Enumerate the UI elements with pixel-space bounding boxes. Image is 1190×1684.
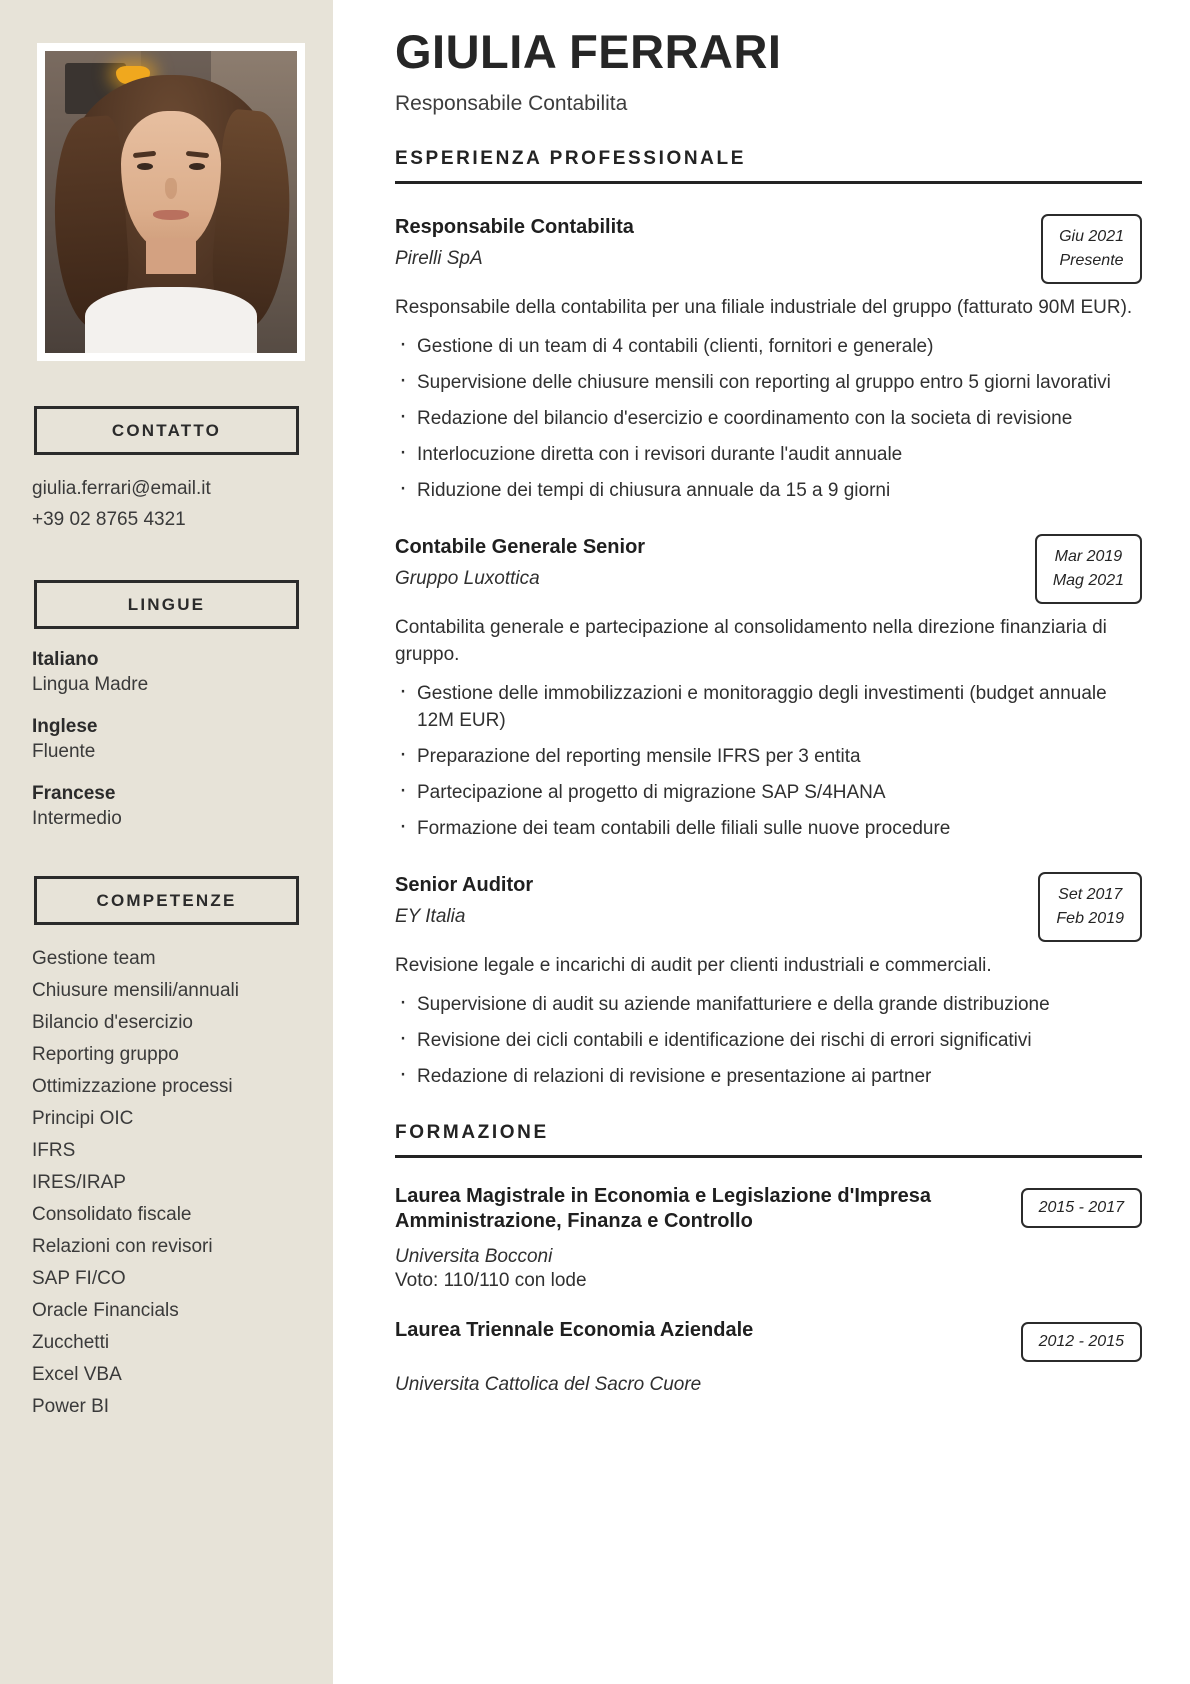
list-item: · Revisione dei cicli contabili e identificazione dei rischi di errori significativi — [395, 1027, 1142, 1054]
skills-list — [32, 943, 301, 1423]
experience-date-badge — [1038, 872, 1142, 942]
list-item: · Redazione di relazioni di revisione e presentazione ai partner — [395, 1063, 1142, 1090]
language-level: Intermedio — [32, 808, 122, 829]
language-name: Italiano — [32, 649, 99, 670]
experience-description: Responsabile della contabilita per una filiale industriale del gruppo (fatturato 90M EUR). — [395, 297, 1133, 318]
education-school: Universita Cattolica del Sacro Cuore — [395, 1374, 702, 1395]
list-item: IFRS — [32, 1140, 76, 1161]
list-item: SAP FI/CO — [32, 1268, 126, 1289]
experience-description: Contabilita generale e partecipazione al consolidamento nella direzione finanziaria di gruppo. — [395, 617, 1107, 665]
experience-heading: ESPERIENZA PROFESSIONALE — [395, 148, 1142, 184]
list-item: Gestione team — [32, 948, 156, 969]
list-item: Bilancio d'esercizio — [32, 1012, 193, 1033]
education-entry — [395, 1318, 1142, 1396]
date-end: Feb 2019 — [1056, 910, 1124, 927]
experience-date-badge — [1035, 534, 1142, 604]
main-content — [333, 0, 1190, 1684]
header-job-title: Responsabile Contabilita — [395, 92, 628, 115]
experience-entry — [395, 534, 1142, 842]
languages-heading: LINGUE — [34, 580, 299, 629]
skills-heading: COMPETENZE — [34, 876, 299, 925]
sidebar — [0, 0, 333, 1684]
list-item: · Gestione delle immobilizzazioni e monitoraggio degli investimenti (budget annuale 12M EUR) — [395, 680, 1142, 734]
experience-entry — [395, 214, 1142, 504]
education-date-badge: 2012 - 2015 — [1021, 1322, 1142, 1362]
education-title: Laurea Magistrale in Economia e Legislazione d'Impresa Amministrazione, Finanza e Controllo — [395, 1185, 932, 1232]
list-item: · Supervisione di audit su aziende manifatturiere e della grande distribuzione — [395, 991, 1142, 1018]
education-entry — [395, 1184, 1142, 1292]
date-end: Presente — [1059, 252, 1124, 269]
list-item: Reporting gruppo — [32, 1044, 179, 1065]
language-name: Francese — [32, 783, 116, 804]
list-item: Excel VBA — [32, 1364, 122, 1385]
list-item — [32, 781, 301, 831]
list-item: Ottimizzazione processi — [32, 1076, 233, 1097]
photo-frame — [37, 43, 305, 361]
experience-title: Responsabile Contabilita — [395, 216, 634, 238]
list-item: · Redazione del bilancio d'esercizio e coordinamento con la societa di revisione — [395, 405, 1142, 432]
date-start: Set 2017 — [1058, 886, 1123, 903]
list-item: · Formazione dei team contabili delle filiali sulle nuove procedure — [395, 815, 1142, 842]
experience-org: Gruppo Luxottica — [395, 568, 540, 589]
education-title: Laurea Triennale Economia Aziendale — [395, 1319, 754, 1341]
date-start: Mar 2019 — [1054, 548, 1123, 565]
list-item: Consolidato fiscale — [32, 1204, 192, 1225]
language-name: Inglese — [32, 716, 98, 737]
list-item — [32, 647, 301, 697]
experience-bullets — [395, 991, 1142, 1090]
education-date-badge: 2015 - 2017 — [1021, 1188, 1142, 1228]
languages-list — [32, 647, 301, 831]
experience-bullets — [395, 333, 1142, 504]
list-item: · Interlocuzione diretta con i revisori durante l'audit annuale — [395, 441, 1142, 468]
list-item: Principi OIC — [32, 1108, 134, 1129]
list-item: Oracle Financials — [32, 1300, 179, 1321]
list-item: IRES/IRAP — [32, 1172, 126, 1193]
experience-date-badge — [1041, 214, 1142, 284]
list-item: · Riduzione dei tempi di chiusura annuale da 15 a 9 giorni — [395, 477, 1142, 504]
list-item: · Partecipazione al progetto di migrazione SAP S/4HANA — [395, 779, 1142, 806]
contact-heading: CONTATTO — [34, 406, 299, 455]
list-item — [32, 714, 301, 764]
experience-description: Revisione legale e incarichi di audit per clienti industriali e commerciali. — [395, 955, 992, 976]
contact-phone: +39 02 8765 4321 — [32, 509, 186, 530]
experience-org: Pirelli SpA — [395, 248, 483, 269]
date-end: Mag 2021 — [1052, 572, 1124, 589]
education-grade: Voto: 110/110 con lode — [395, 1270, 587, 1291]
portrait-photo — [45, 51, 297, 353]
experience-bullets — [395, 680, 1142, 842]
date-start: Giu 2021 — [1059, 228, 1124, 245]
list-item: Relazioni con revisori — [32, 1236, 213, 1257]
list-item: · Preparazione del reporting mensile IFRS per 3 entita — [395, 743, 1142, 770]
experience-title: Contabile Generale Senior — [395, 536, 646, 558]
education-heading: FORMAZIONE — [395, 1122, 1142, 1158]
list-item: Zucchetti — [32, 1332, 110, 1353]
list-item: · Gestione di un team di 4 contabili (clienti, fornitori e generale) — [395, 333, 1142, 360]
list-item: Chiusure mensili/annuali — [32, 980, 239, 1001]
language-level: Lingua Madre — [32, 674, 149, 695]
experience-entry — [395, 872, 1142, 1090]
list-item: Power BI — [32, 1396, 110, 1417]
language-level: Fluente — [32, 741, 96, 762]
page-title: GIULIA FERRARI — [395, 25, 782, 78]
experience-title: Senior Auditor — [395, 874, 534, 896]
list-item: · Supervisione delle chiusure mensili con reporting al gruppo entro 5 giorni lavorativi — [395, 369, 1142, 396]
contact-email: giulia.ferrari@email.it — [32, 478, 211, 499]
education-school: Universita Bocconi — [395, 1246, 553, 1267]
experience-org: EY Italia — [395, 906, 466, 927]
